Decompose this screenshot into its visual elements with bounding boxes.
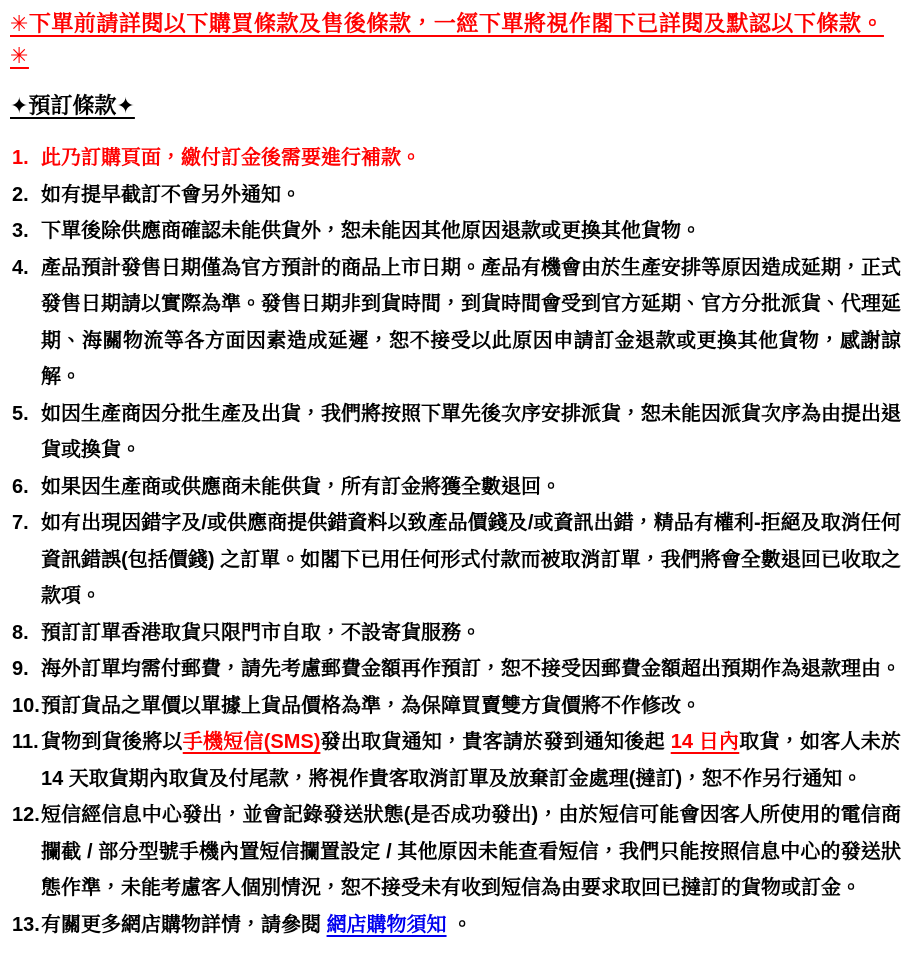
term-text: 海外訂單均需付郵費，請先考慮郵費金額再作預訂，恕不接受因郵費金額超出預期作為退款理由。 <box>41 658 901 680</box>
shop-guide-link[interactable]: 網店購物須知 <box>326 913 447 936</box>
term-text: 下單後除供應商確認未能供貨外，恕未能因其他原因退款或更換其他貨物。 <box>41 220 701 242</box>
term-item <box>10 907 901 944</box>
term-item <box>10 177 901 214</box>
term-number: 1. <box>12 147 29 169</box>
term-number: 8. <box>12 621 29 644</box>
term-item <box>10 396 901 469</box>
term-number: 10. <box>12 694 40 717</box>
term-number: 12. <box>12 804 40 826</box>
term-text: 如因生產商因分批生產及出貨，我們將按照下單先後次序安排派貨，恕未能因派貨次序為由提出退貨或換貨。 <box>41 402 901 461</box>
term-text: 短信經信息中心發出，並會記錄發送狀態(是否成功發出)，由於短信可能會因客人所使用的電信商攔截 / 部分型號手機內置短信攔置設定 / 其他原因未能查看短信，我們只能按照信息中心的發送狀態作準，未能考慮客人個別情況，恕不接受未有收到短信為由要求取回已撻訂的貨物或訂金。 <box>41 804 901 899</box>
term-text: 如果因生產商或供應商未能供貨，所有訂金將獲全數退回。 <box>41 475 561 498</box>
term-text: 如有提早截訂不會另外通知。 <box>41 183 301 206</box>
term-text: 取貨，如客人未於 14 天取貨期內取貨及付尾款，將視作貴客取消訂單及放棄訂金處理(撻訂)，恕不作另行通知。 <box>41 731 902 790</box>
term-number: 5. <box>12 402 29 425</box>
terms-list <box>10 140 901 943</box>
term-item <box>10 250 901 396</box>
term-text: 有關更多網店購物詳情，請參閱 <box>41 913 327 936</box>
term-number: 11. <box>12 731 39 753</box>
term-text: 預訂訂單香港取貨只限門市自取，不設寄貨服務。 <box>41 621 481 644</box>
term-item <box>10 797 901 907</box>
term-item <box>10 140 901 177</box>
term-number: 2. <box>12 183 29 206</box>
term-item <box>10 469 901 506</box>
section-heading-preorder-terms: ✦預訂條款✦ <box>10 93 135 118</box>
term-item <box>10 688 901 725</box>
term-text: 如有出現因錯字及/或供應商提供錯資料以致產品價錢及/或資訊出錯，精品有權利-拒絕及取消任何資訊錯誤(包括價錢) 之訂單。如閣下已用任何形式付款而被取消訂單，我們將會全數退回已收取之款項。 <box>41 512 901 607</box>
term-text: 產品預計發售日期僅為官方預計的商品上市日期。產品有機會由於生產安排等原因造成延期，正式發售日期請以實際為準。發售日期非到貨時間，到貨時間會受到官方延期、官方分批派貨、代理延期、海關物流等各方面因素造成延遲，恕不接受以此原因申請訂金退款或更換其他貨物，感謝諒解。 <box>41 256 901 388</box>
preorder-terms-page <box>10 8 901 943</box>
term-item <box>10 651 901 688</box>
term-item <box>10 505 901 615</box>
term-number: 9. <box>12 658 29 680</box>
term-text: 此乃訂購頁面，繳付訂金後需要進行補款。 <box>41 147 421 169</box>
term-item <box>10 615 901 652</box>
term-text: 貨物到貨後將以 <box>41 731 183 753</box>
term-item <box>10 213 901 250</box>
term-item <box>10 724 901 797</box>
term-text-highlight: 手機短信(SMS) <box>182 731 321 753</box>
term-number: 13. <box>12 913 40 936</box>
term-number: 6. <box>12 475 29 498</box>
term-text: 發出取貨通知，貴客請於發到通知後起 <box>320 731 671 753</box>
term-number: 4. <box>12 256 29 279</box>
term-text-highlight: 14 日內 <box>670 731 740 753</box>
preorder-warning-banner: ✳下單前請詳閱以下購買條款及售後條款，一經下單將視作閣下已詳閱及默認以下條款。✳ <box>10 11 884 68</box>
term-text: 。 <box>446 913 473 936</box>
term-number: 7. <box>12 512 29 534</box>
term-text: 預訂貨品之單價以單據上貨品價格為準，為保障買賣雙方貨價將不作修改。 <box>41 694 701 717</box>
term-number: 3. <box>12 220 29 242</box>
